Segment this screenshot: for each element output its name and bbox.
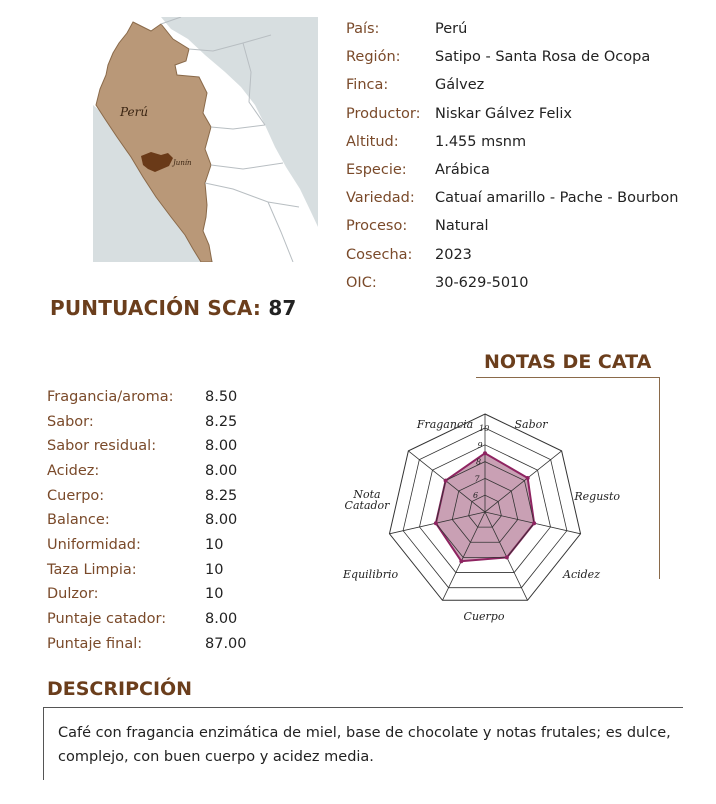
radar-tick-label: 7 [474, 474, 480, 484]
sca-score [50, 296, 297, 320]
radar-point [483, 451, 487, 455]
radar-point [505, 555, 509, 559]
info-value: Niskar Gálvez Felix [435, 106, 573, 122]
score-value: 8.25 [205, 488, 238, 504]
info-label: País: [346, 21, 380, 37]
score-value: 10 [205, 562, 224, 578]
notas-title: NOTAS DE CATA [484, 351, 652, 373]
score-label: Puntaje final: [47, 636, 143, 652]
radar-point [526, 476, 530, 480]
radar-axis-label: Nota [353, 488, 381, 501]
info-value: 2023 [435, 247, 472, 263]
notas-divider [476, 377, 660, 378]
description-text: Café con fragancia enzimática de miel, base de chocolate y notas frutales; es dulce, complejo, con buen cuerpo y acidez media. [58, 725, 671, 765]
info-label: Altitud: [346, 134, 399, 150]
radar-chart [330, 410, 640, 635]
score-label: Sabor: [47, 414, 94, 430]
info-label: Variedad: [346, 190, 415, 206]
info-value: Natural [435, 218, 489, 234]
radar-point [459, 559, 463, 563]
score-value: 8.00 [205, 438, 238, 454]
sca-label: PUNTUACIÓN SCA: [50, 296, 262, 320]
score-label: Cuerpo: [47, 488, 105, 504]
info-value: 30-629-5010 [435, 275, 529, 291]
description-divider-vertical [43, 707, 44, 780]
radar-axis-label: Equilibrio [343, 568, 399, 581]
radar-point [444, 479, 448, 483]
score-label: Puntaje catador: [47, 611, 167, 627]
radar-axis-label: Regusto [574, 490, 620, 503]
score-value: 8.00 [205, 463, 238, 479]
map-country-label: Perú [120, 105, 149, 119]
radar-axis-label: Cuerpo [463, 610, 505, 623]
radar-tick-label: 9 [477, 440, 483, 450]
radar-tick-label: 6 [473, 491, 479, 501]
radar-tick-label: 8 [476, 457, 482, 467]
info-label: Finca: [346, 77, 389, 93]
score-label: Balance: [47, 512, 110, 528]
info-label: Productor: [346, 106, 421, 122]
radar-tick-label: 10 [479, 424, 490, 433]
radar-point [532, 521, 536, 525]
info-label: Región: [346, 49, 401, 65]
radar-axis-label: Fragancia [416, 418, 474, 431]
score-value: 10 [205, 537, 224, 553]
radar-axis-label: Catador [344, 499, 390, 512]
info-value: Catuaí amarillo - Pache - Bourbon [435, 190, 679, 206]
info-value: Arábica [435, 162, 490, 178]
score-value: 10 [205, 586, 224, 602]
score-label: Acidez: [47, 463, 100, 479]
map-region-label: Junín [173, 159, 192, 167]
info-label: Proceso: [346, 218, 408, 234]
score-label: Sabor residual: [47, 438, 157, 454]
sca-value: 87 [268, 296, 297, 320]
info-label: Cosecha: [346, 247, 413, 263]
score-label: Uniformidad: [47, 537, 141, 553]
info-value: Perú [435, 21, 468, 37]
score-label: Fragancia/aroma: [47, 389, 174, 405]
score-value: 8.00 [205, 512, 238, 528]
info-label: OIC: [346, 275, 377, 291]
radar-axis-label: Acidez [563, 568, 600, 581]
score-value: 8.25 [205, 414, 238, 430]
description-divider [43, 707, 683, 708]
info-value: 1.455 msnm [435, 134, 527, 150]
info-value: Gálvez [435, 77, 485, 93]
peru-map [93, 17, 318, 262]
description-title: DESCRIPCIÓN [47, 678, 193, 700]
notas-divider-vertical [659, 377, 660, 579]
radar-point [434, 521, 438, 525]
score-label: Taza Limpia: [47, 562, 137, 578]
score-value: 8.00 [205, 611, 238, 627]
info-label: Especie: [346, 162, 407, 178]
score-value: 87.00 [205, 636, 247, 652]
score-value: 8.50 [205, 389, 238, 405]
radar-axis-label: Sabor [514, 418, 548, 431]
info-value: Satipo - Santa Rosa de Ocopa [435, 49, 651, 65]
score-label: Dulzor: [47, 586, 99, 602]
